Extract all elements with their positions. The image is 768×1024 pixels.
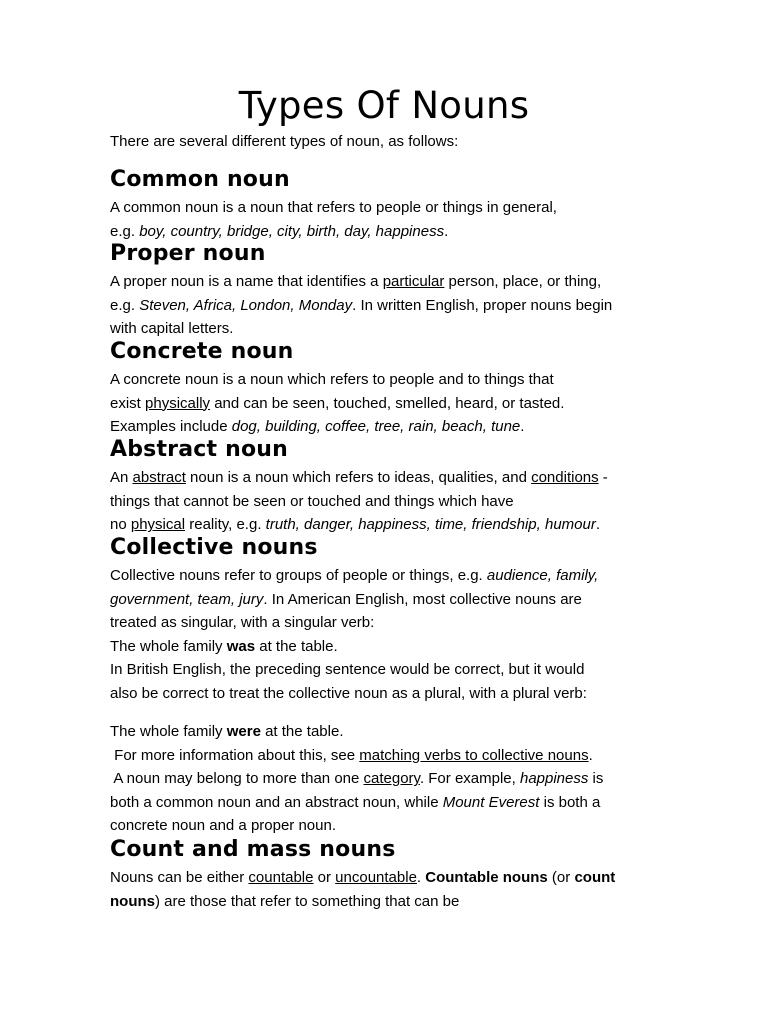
examples-italic: dog, building, coffee, tree, rain, beach, tune [231,418,521,436]
text-run: . [416,869,426,886]
text-run: . [520,418,525,436]
text-line: also be correct to treat the collective noun as a plural, with a plural verb: [110,684,587,702]
text-run: For more information about this, see [110,746,360,764]
text-line [110,466,670,490]
text-run: Collective nouns refer to groups of people or things, e.g. [110,567,487,584]
examples-italic: Steven, Africa, London, Monday [139,296,353,314]
text-run: An [110,469,133,486]
text-run: or [313,869,336,886]
text-run: Nouns can be either [110,869,249,886]
text-run: is [588,770,604,788]
link-matching-verbs[interactable]: matching verbs to collective nouns [359,746,589,764]
heading-abstract-noun: Abstract noun [110,437,288,462]
text-run: at the table. [255,637,338,655]
text-line: with capital letters. [110,320,234,338]
text-run: (or [547,869,575,886]
text-run: . In American English, most collective nouns are [263,590,582,608]
link-category[interactable]: category [363,770,420,788]
text-line [110,392,670,416]
bold-nouns: nouns [110,892,155,910]
link-countable[interactable]: countable [248,869,314,886]
text-line [110,564,670,588]
text-run: ) are those that refer to something that can be [155,892,460,910]
text-line [110,720,670,744]
text-run: . For example, [419,770,520,788]
common-noun-paragraph [110,196,670,243]
text-run: at the table. [260,723,344,740]
text-run: . [588,746,593,764]
text-line [110,588,670,612]
italic-happiness: happiness [519,770,589,788]
link-particular[interactable]: particular [382,273,445,290]
text-run: - [598,469,608,486]
heading-common-noun: Common noun [110,167,290,192]
text-run: both a common noun and an abstract noun, while [110,793,443,811]
link-abstract[interactable]: abstract [132,469,186,486]
heading-concrete-noun: Concrete noun [110,339,294,364]
text-run: is both a [539,793,601,811]
text-run: e.g. [110,296,140,314]
text-run: exist [110,394,146,412]
collective-nouns-continued [110,720,670,838]
bold-count: count [574,869,616,886]
examples-italic: truth, danger, happiness, time, friendship, humour [265,516,596,534]
text-line [110,767,670,791]
text-run: The whole family [110,723,227,740]
link-physical[interactable]: physical [130,516,186,534]
link-conditions[interactable]: conditions [531,469,599,486]
examples-italic: government, team, jury [110,590,264,608]
heading-proper-noun: Proper noun [110,241,266,266]
abstract-noun-paragraph [110,466,670,537]
italic-mount-everest: Mount Everest [442,793,540,811]
text-run: The whole family [110,637,227,655]
text-line [110,270,670,294]
text-run: e.g. [110,222,140,240]
text-run: person, place, or thing, [444,273,602,290]
text-line [110,791,670,815]
text-line [110,294,670,318]
text-run: and can be seen, touched, smelled, heard, or tasted. [210,394,565,412]
text-line: treated as singular, with a singular verb: [110,614,375,632]
link-physically[interactable]: physically [145,394,211,412]
text-line [110,866,670,890]
text-line: A common noun is a noun that refers to people or things in general, [110,199,557,216]
text-line: In British English, the preceding sentence would be correct, but it would [110,661,585,679]
bold-were: were [226,723,261,740]
examples-italic: audience, family, [486,567,599,584]
heading-count-mass-nouns: Count and mass nouns [110,837,396,862]
collective-nouns-paragraph [110,564,670,706]
text-line: things that cannot be seen or touched and things which have [110,492,514,510]
text-run: Examples include [110,418,232,436]
text-run: noun is a noun which refers to ideas, qualities, and [185,469,532,486]
text-run: A proper noun is a name that identifies a [110,273,383,290]
page-title: Types Of Nouns [238,84,530,127]
text-line [110,744,670,768]
text-line: concrete noun and a proper noun. [110,817,337,835]
text-run: A noun may belong to more than one [110,770,364,788]
bold-was: was [226,637,256,655]
examples-italic: boy, country, bridge, city, birth, day, happiness [139,222,445,240]
text-run: . [444,222,449,240]
intro-paragraph: There are several different types of noun, as follows: [110,133,459,150]
link-uncountable[interactable]: uncountable [335,869,417,886]
text-line: A concrete noun is a noun which refers to people and to things that [110,371,554,388]
text-run: . [595,516,601,534]
text-line [110,635,670,659]
text-run: . In written English, proper nouns begin [352,296,613,314]
proper-noun-paragraph [110,270,670,341]
text-line [110,890,670,914]
text-run: no [110,516,131,534]
concrete-noun-paragraph [110,368,670,439]
text-run: reality, e.g. [185,516,266,534]
bold-countable-nouns: Countable nouns [425,869,548,886]
heading-collective-nouns: Collective nouns [110,535,318,560]
count-mass-paragraph [110,866,670,913]
